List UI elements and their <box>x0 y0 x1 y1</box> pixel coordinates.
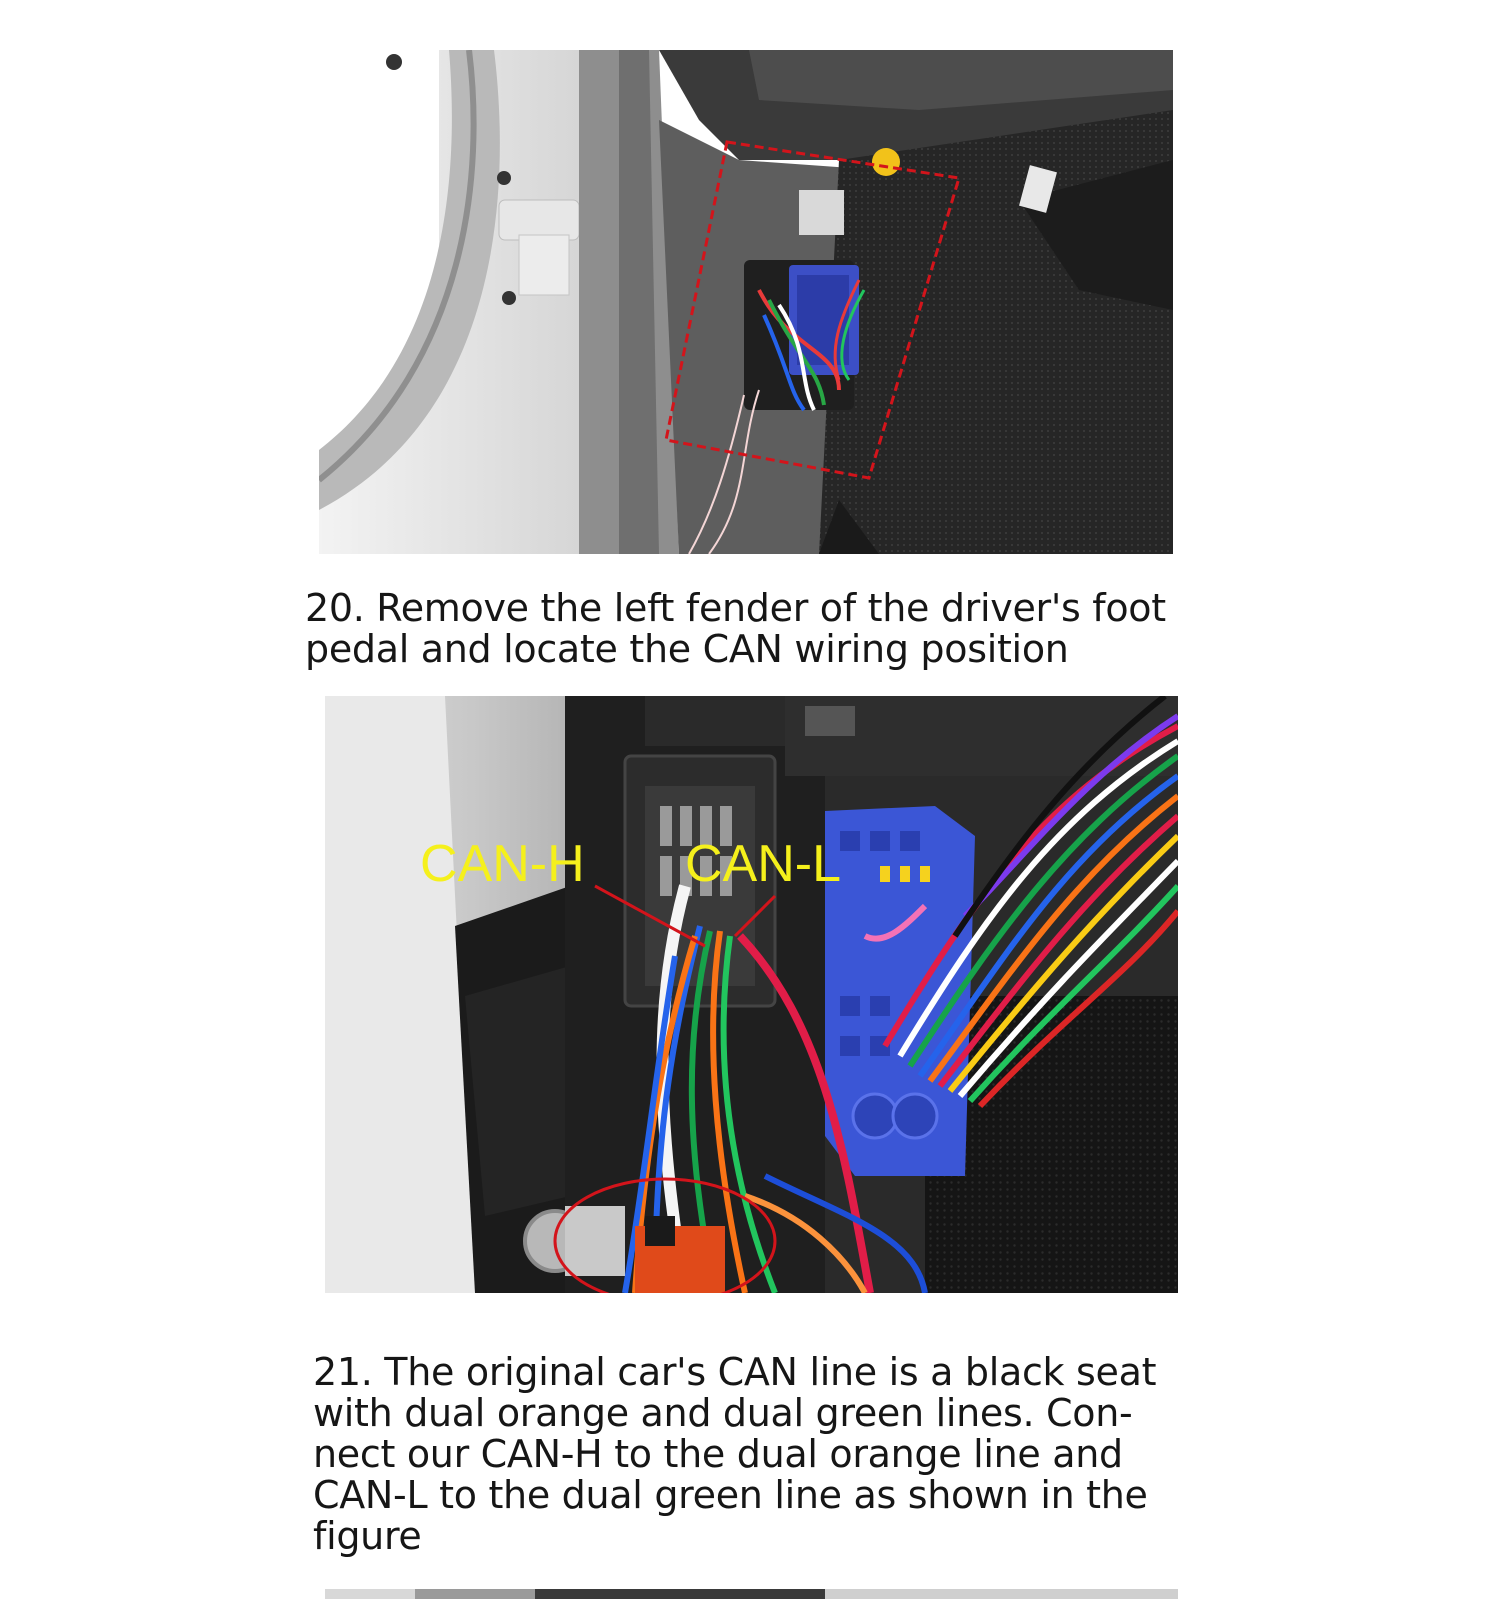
next-step-photo <box>325 1589 1178 1599</box>
step-21-line-5: figure <box>313 1514 422 1558</box>
step-21-line-2: with dual orange and dual green lines. Con- <box>313 1391 1133 1435</box>
footwell-wiring-illustration <box>319 50 1173 554</box>
step-21-line-3: nect our CAN-H to the dual orange line and <box>313 1432 1123 1476</box>
footwell-wiring-photo <box>319 50 1173 554</box>
step-20-line-2: pedal and locate the CAN wiring position <box>305 627 1069 671</box>
step-21-caption <box>313 1352 1183 1557</box>
can-h-label: CAN-H <box>420 835 585 893</box>
can-wiring-illustration <box>325 696 1178 1293</box>
can-wiring-photo <box>325 696 1178 1293</box>
can-l-label: CAN-L <box>685 835 842 893</box>
step-20-line-1: 20. Remove the left fender of the driver's foot <box>305 586 1166 630</box>
step-20-caption <box>305 588 1185 670</box>
step-21-line-1: 21. The original car's CAN line is a black seat <box>313 1350 1157 1394</box>
step-21-line-4: CAN-L to the dual green line as shown in the <box>313 1473 1148 1517</box>
next-step-photo-edge <box>325 1589 1178 1599</box>
